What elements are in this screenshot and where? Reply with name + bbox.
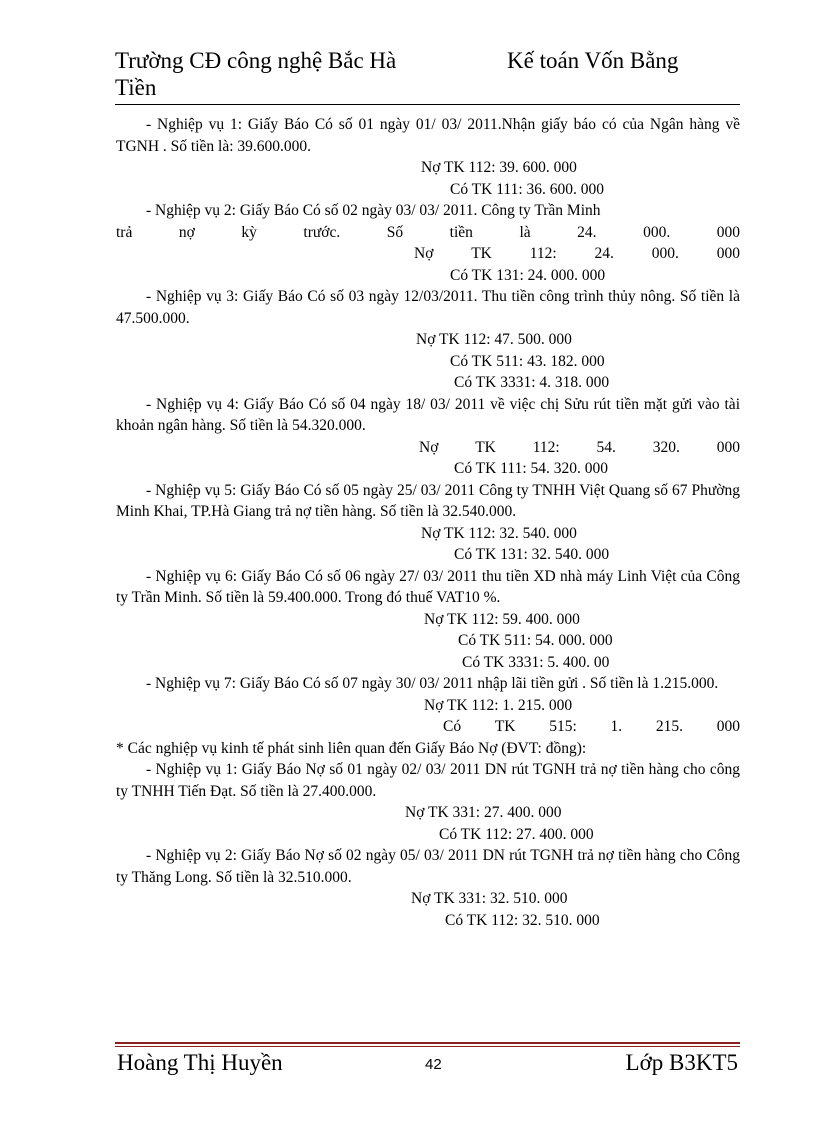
header-school-continued: Tiền bbox=[115, 75, 157, 100]
transaction-paragraph: - Nghiệp vụ 4: Giấy Báo Có số 04 ngày 18/ 03/ 2011 về việc chị Sửu rút tiền mặt gửi vào tài khoản ngân hàng. Số tiền là 54.320.000. bbox=[116, 395, 740, 434]
justified-line: trả nợ kỳ trước. Số tiền là 24. 000. 000 bbox=[116, 223, 740, 241]
journal-debit: Nợ TK 112: 32. 540. 000 bbox=[421, 524, 577, 542]
footer-divider-thin bbox=[115, 1046, 740, 1047]
journal-debit: Nợ TK 112: 1. 215. 000 bbox=[424, 696, 573, 714]
footer-class: Lớp B3KT5 bbox=[625, 1050, 738, 1075]
document-body bbox=[116, 114, 740, 931]
transaction-paragraph: - Nghiệp vụ 1: Giấy Báo Nợ số 01 ngày 02/ 03/ 2011 DN rút TGNH trả nợ tiền hàng cho công ty TNHH Tiến Đạt. Số tiền là 27.400.000. bbox=[116, 761, 740, 800]
section-heading: * Các nghiệp vụ kinh tế phát sinh liên quan đến Giấy Báo Nợ (ĐVT: đồng): bbox=[116, 739, 587, 757]
journal-debit: Nợ TK 112: 47. 500. 000 bbox=[416, 331, 572, 348]
journal-credit: Có TK 111: 54. 320. 000 bbox=[454, 460, 609, 477]
journal-debit: Nợ TK 112: 59. 400. 000 bbox=[424, 610, 580, 628]
header-divider bbox=[115, 104, 740, 105]
transaction-paragraph: - Nghiệp vụ 6: Giấy Báo Có số 06 ngày 27/ 03/ 2011 thu tiền XD nhà máy Linh Việt của Công ty Trần Minh. Số tiền là 59.400.000. Trong đó thuế VAT10 %. bbox=[116, 567, 740, 606]
transaction-paragraph: - Nghiệp vụ 5: Giấy Báo Có số 05 ngày 25/ 03/ 2011 Công ty TNHH Việt Quang số 67 Phường Minh Khai, TP.Hà Giang trả nợ tiền hàng. Số tiền là 32.540.000. bbox=[116, 481, 740, 520]
transaction-paragraph: - Nghiệp vụ 7: Giấy Báo Có số 07 ngày 30/ 03/ 2011 nhập lãi tiền gửi . Số tiền là 1.215.000. bbox=[146, 675, 719, 692]
journal-credit: Có TK 131: 32. 540. 000 bbox=[454, 546, 610, 563]
journal-credit: Có TK 515: 1. 215. 000 bbox=[443, 718, 740, 735]
journal-credit: Có TK 3331: 5. 400. 00 bbox=[462, 653, 610, 671]
page-number: 42 bbox=[425, 1056, 442, 1073]
journal-debit: Nợ TK 112: 54. 320. 000 bbox=[419, 438, 740, 456]
header-school: Trường CĐ công nghệ Bắc Hà bbox=[115, 48, 397, 73]
journal-credit: Có TK 511: 54. 000. 000 bbox=[458, 632, 613, 649]
journal-credit: Có TK 112: 32. 510. 000 bbox=[445, 911, 600, 929]
footer-divider bbox=[115, 1042, 740, 1044]
transaction-paragraph: - Nghiệp vụ 1: Giấy Báo Có số 01 ngày 01/ 03/ 2011.Nhận giấy báo có của Ngân hàng về TGNH . Số tiền là: 39.600.000. bbox=[116, 116, 740, 155]
journal-debit: Nợ TK 112: 39. 600. 000 bbox=[421, 159, 577, 176]
journal-debit: Nợ TK 331: 27. 400. 000 bbox=[405, 804, 562, 821]
transaction-paragraph: - Nghiệp vụ 3: Giấy Báo Có số 03 ngày 12/03/2011. Thu tiền công trình thủy nông. Số tiền là 47.500.000. bbox=[116, 288, 740, 327]
footer-author: Hoàng Thị Huyền bbox=[117, 1050, 283, 1075]
journal-credit: Có TK 511: 43. 182. 000 bbox=[450, 352, 605, 370]
transaction-paragraph: - Nghiệp vụ 2: Giấy Báo Nợ số 02 ngày 05/ 03/ 2011 DN rút TGNH trả nợ tiền hàng cho Công ty Thăng Long. Số tiền là 32.510.000. bbox=[116, 847, 740, 886]
transaction-paragraph: - Nghiệp vụ 2: Giấy Báo Có số 02 ngày 03/ 03/ 2011. Công ty Trần Minh bbox=[146, 202, 601, 219]
journal-credit: Có TK 111: 36. 600. 000 bbox=[450, 180, 605, 198]
journal-credit: Có TK 131: 24. 000. 000 bbox=[450, 266, 606, 284]
journal-credit: Có TK 3331: 4. 318. 000 bbox=[454, 374, 610, 391]
journal-credit: Có TK 112: 27. 400. 000 bbox=[439, 825, 594, 843]
header-topic: Kế toán Vốn Bằng bbox=[507, 48, 679, 73]
journal-debit: Nợ TK 112: 24. 000. 000 bbox=[414, 245, 740, 262]
journal-debit: Nợ TK 331: 32. 510. 000 bbox=[411, 890, 568, 907]
